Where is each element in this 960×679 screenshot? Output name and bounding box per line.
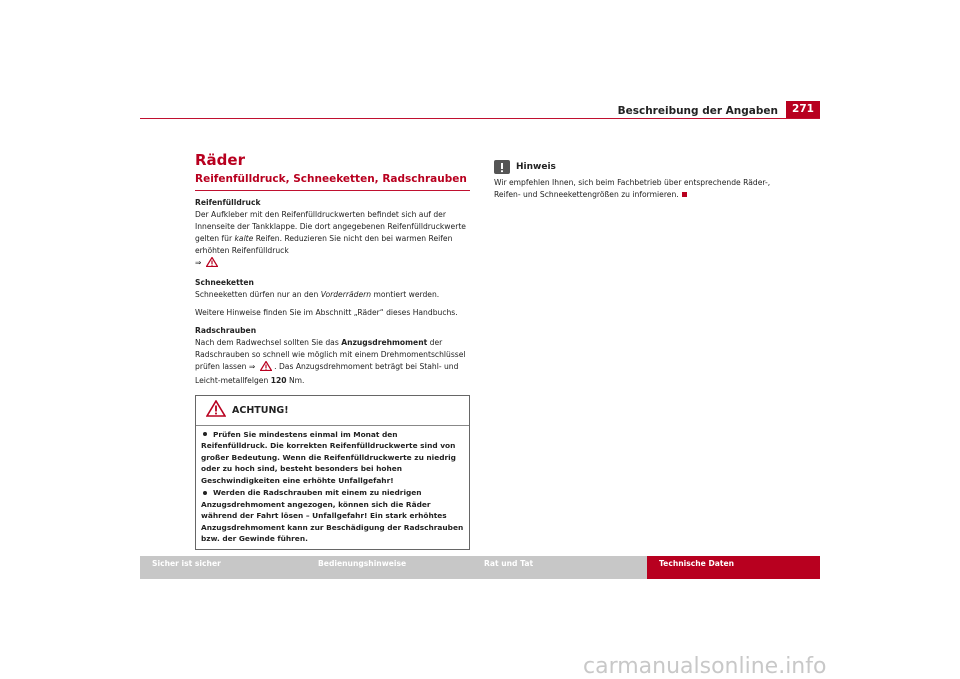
chains-text-part: Schneeketten dürfen nur an den — [195, 290, 321, 299]
warning-box — [195, 395, 470, 550]
torque-unit: Nm. — [286, 376, 305, 385]
bolts-text-part: Nach dem Radwechsel sollten Sie das — [195, 338, 342, 347]
warning-ref-icon[interactable] — [206, 257, 218, 271]
torque-value: 120 — [270, 376, 287, 385]
wheel-bolts-text — [195, 337, 470, 387]
bolts-text-part: der Radschrauben so schnell wie möglich mit einem Drehmomentschlüssel prüfen lassen — [195, 338, 466, 371]
warning-header — [196, 396, 469, 426]
snow-chains-text — [195, 289, 470, 301]
right-column — [494, 160, 774, 201]
warning-title: ACHTUNG! — [232, 404, 289, 416]
warning-item-text: Werden die Radschrauben mit einem zu niedrigen Anzugsdrehmoment angezogen, können sich die Räder während der Fahrt lösen – Unfallgefahr! Ein stark erhöhtes Anzugsdrehmoment kann zur Beschädigung der Radschrauben bzw. der Gewinde führen. — [201, 488, 464, 543]
watermark: carmanualsonline.info — [583, 654, 827, 679]
note-header — [494, 160, 774, 174]
footer-tab-technical-data[interactable]: Technische Daten — [647, 556, 820, 579]
chains-text-italic: Vorderrädern — [320, 290, 372, 299]
footer-tab-safety[interactable]: Sicher ist sicher — [140, 556, 306, 579]
wheel-bolts-heading: Radschrauben — [195, 326, 257, 335]
tyre-pressure-heading: Reifenfülldruck — [195, 198, 261, 207]
section-title: Reifenfülldruck, Schneeketten, Radschrauben — [195, 172, 470, 191]
warning-item — [201, 429, 464, 487]
page-number: 271 — [786, 101, 820, 118]
end-mark-icon — [682, 192, 687, 197]
footer-tab-tips[interactable]: Rat und Tat — [472, 556, 647, 579]
arrow-icon: ⇒ — [195, 258, 202, 267]
bolts-text-part: . Das Anzugsdrehmoment beträgt bei Stahl- und Leicht-metallfelgen — [195, 362, 459, 385]
snow-chains-heading: Schneeketten — [195, 278, 254, 287]
bolts-text-bold: Anzugsdrehmoment — [341, 338, 428, 347]
footer-tab-operation[interactable]: Bedienungshinweise — [306, 556, 472, 579]
warning-item-text: Prüfen Sie mindestens einmal im Monat den Reifenfülldruck. Die korrekten Reifenfülldruckwerte sind von großer Bedeutung. Wenn die Reifenfülldruckwerte zu niedrig oder zu hoch sind, besteht besonders bei hohen Geschwindigkeiten eine erhöhte Unfallgefahr! — [201, 429, 456, 485]
warning-item — [201, 487, 464, 545]
warning-triangle-icon — [206, 400, 226, 421]
chains-text-part: montiert werden. — [371, 290, 440, 299]
note-info-icon — [494, 160, 510, 174]
chapter-title: Räder — [195, 151, 245, 169]
arrow-icon: ⇒ — [248, 362, 256, 371]
bullet-icon — [203, 491, 207, 495]
header-divider — [140, 118, 820, 119]
note-title: Hinweis — [516, 162, 556, 172]
warning-ref-icon[interactable] — [260, 361, 272, 375]
bullet-icon — [203, 432, 207, 436]
tyre-pressure-text — [195, 209, 470, 271]
left-column — [195, 150, 470, 550]
running-header-title: Beschreibung der Angaben — [617, 105, 778, 117]
tyre-text-part: Der Aufkleber mit den Reifenfülldruckwerten befindet sich auf der Innenseite der Tankklappe. Die dort angegebenen Reifenfülldruckwerte gelten für — [195, 210, 466, 243]
tyre-text-italic: kalte — [234, 234, 254, 243]
note-text-content: Wir empfehlen Ihnen, sich beim Fachbetrieb über entsprechende Räder-, Reifen- und Schneekettengrößen zu informieren. — [494, 178, 771, 199]
more-info-text: Weitere Hinweise finden Sie im Abschnitt „Räder“ dieses Handbuchs. — [195, 308, 458, 317]
tyre-text-part: Reifen. Reduzieren Sie nicht den bei warmen Reifen erhöhten Reifenfülldruck — [195, 234, 453, 255]
note-text — [494, 177, 774, 201]
